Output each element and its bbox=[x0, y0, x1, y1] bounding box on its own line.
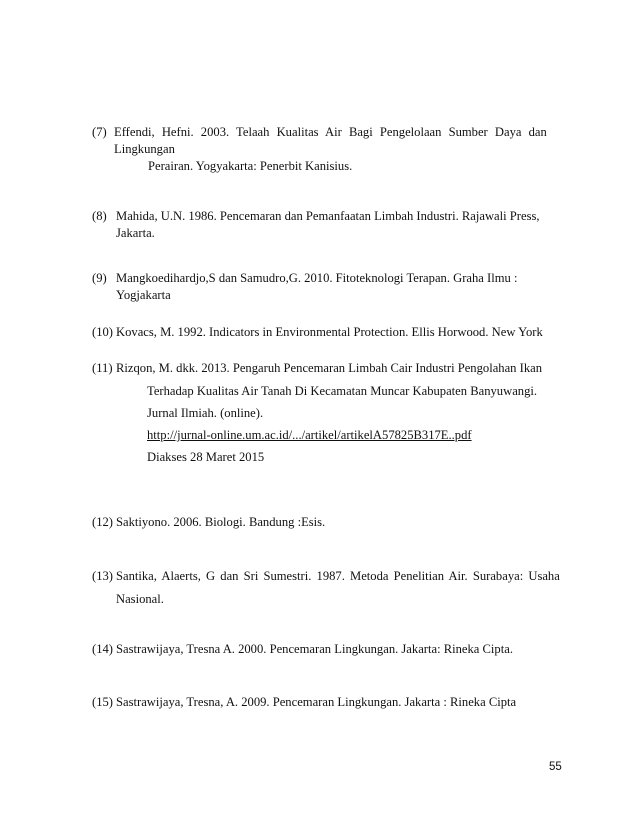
reference-15-number: (15) bbox=[92, 695, 113, 709]
page-number: 55 bbox=[549, 761, 562, 773]
reference-13-number: (13) bbox=[92, 569, 113, 583]
reference-14-line-1: Sastrawijaya, Tresna A. 2000. Pencemaran Lingkungan. Jakarta: Rineka Cipta. bbox=[116, 642, 513, 656]
reference-11-url-link[interactable]: http://jurnal-online.um.ac.id/.../artikel/artikelA57825B317E..pdf bbox=[147, 428, 472, 442]
reference-12-line-1: Saktiyono. 2006. Biologi. Bandung :Esis. bbox=[116, 515, 326, 529]
reference-12-number: (12) bbox=[92, 515, 113, 529]
reference-11-number: (11) bbox=[92, 361, 113, 375]
reference-8-number: (8) bbox=[92, 209, 107, 223]
reference-7-line-1 bbox=[114, 124, 547, 140]
reference-13-line-2: Nasional. bbox=[116, 592, 164, 606]
reference-10-line-1: Kovacs, M. 1992. Indicators in Environmental Protection. Ellis Horwood. New York bbox=[116, 325, 543, 339]
reference-11-line-3: Jurnal Ilmiah. (online). bbox=[147, 406, 264, 420]
reference-7-line-1-text: Effendi, Hefni. 2003. Telaah Kualitas Air Bagi Pengelolaan Sumber Daya dan bbox=[114, 125, 547, 139]
reference-10-number: (10) bbox=[92, 325, 113, 339]
reference-11-line-5: Diakses 28 Maret 2015 bbox=[147, 450, 265, 464]
reference-8-line-1: Mahida, U.N. 1986. Pencemaran dan Pemanfaatan Limbah Industri. Rajawali Press, bbox=[116, 209, 540, 223]
reference-15-line-1: Sastrawijaya, Tresna, A. 2009. Pencemaran Lingkungan. Jakarta : Rineka Cipta bbox=[116, 695, 517, 709]
reference-14-number: (14) bbox=[92, 642, 113, 656]
reference-7-number: (7) bbox=[92, 125, 107, 139]
reference-11-line-1: Rizqon, M. dkk. 2013. Pengaruh Pencemaran Limbah Cair Industri Pengolahan Ikan bbox=[116, 361, 542, 375]
reference-8-line-2: Jakarta. bbox=[116, 226, 155, 240]
reference-7-line-2: Lingkungan bbox=[114, 142, 175, 156]
reference-9-number: (9) bbox=[92, 271, 107, 285]
reference-9-line-2: Yogjakarta bbox=[116, 288, 171, 302]
reference-13-line-1: Santika, Alaerts, G dan Sri Sumestri. 1987. Metoda Penelitian Air. Surabaya: Usaha bbox=[116, 569, 560, 583]
reference-11-line-2: Terhadap Kualitas Air Tanah Di Kecamatan Muncar Kabupaten Banyuwangi. bbox=[147, 384, 538, 398]
reference-9-line-1: Mangkoedihardjo,S dan Samudro,G. 2010. Fitoteknologi Terapan. Graha Ilmu : bbox=[116, 271, 518, 285]
reference-7-line-3: Perairan. Yogyakarta: Penerbit Kanisius. bbox=[148, 159, 353, 173]
